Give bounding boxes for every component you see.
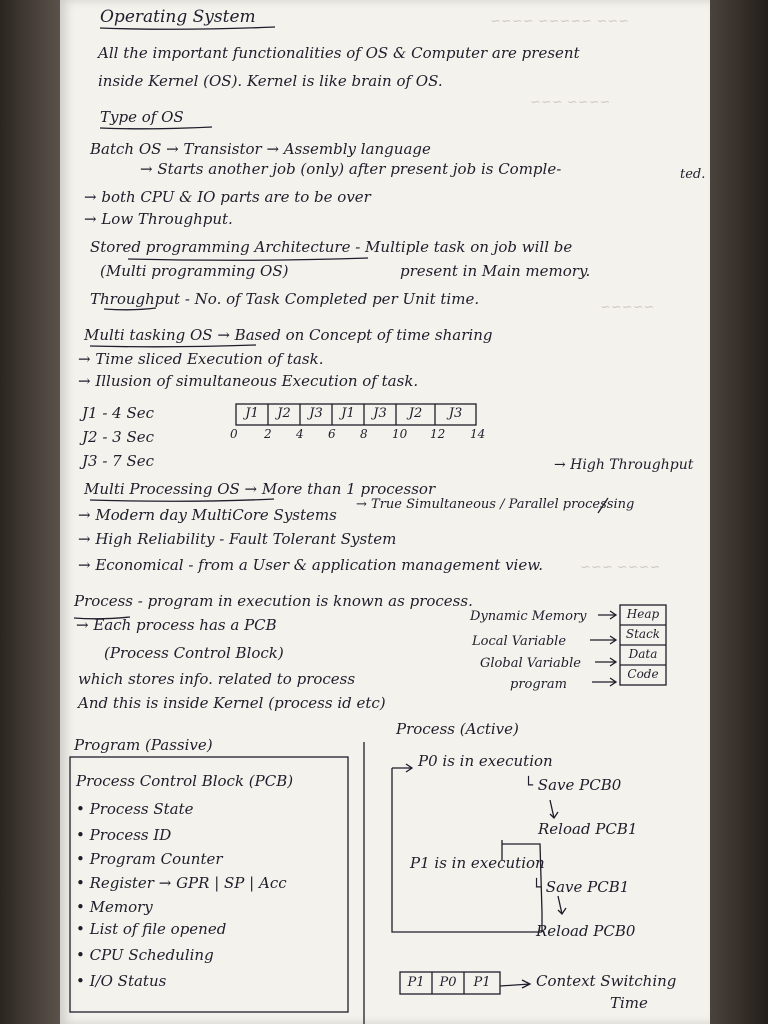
gantt-tick: 4 [296,427,304,441]
multi-tasking-line-2: → Time sliced Execution of task. [78,350,324,368]
pcb-item-text: Process State [89,800,194,818]
pcb-item: • CPU Scheduling [76,946,214,964]
context-switching-time-label: Time [610,994,648,1012]
bleed-through-text: ~~~ ~~~~~ ~~~~ [490,14,629,29]
multi-processing-line-1: Multi Processing OS → More than 1 processor [84,480,436,498]
pcb-item: • Register → GPR | SP | Acc [76,874,287,892]
pcb-item: • Process State [76,800,194,818]
context-switching-label: Context Switching [536,972,677,990]
process-line-4: which stores info. related to process [78,670,356,688]
multi-processing-line-3: → High Reliability - Fault Tolerant System [78,530,397,548]
bleed-through-text: ~~~~ ~~~ [580,560,661,575]
gantt-tick: 10 [392,427,408,441]
throughput-definition: Throughput - No. of Task Completed per Unit time. [90,290,480,308]
gantt-cell: J1 [245,406,259,421]
memory-label-local: Local Variable [472,634,567,649]
stored-programming-line-2b: present in Main memory. [400,262,591,280]
gantt-cell: J3 [373,406,387,421]
memory-box-data: Data [628,647,658,661]
pcb-item-text: Register → GPR | SP | Acc [89,874,287,892]
pcb-item-text: CPU Scheduling [89,946,214,964]
stored-programming-line-2a: (Multi programming OS) [100,262,289,280]
notebook-right-edge [710,0,768,1024]
multi-processing-line-1b: → High Throughput [554,457,694,473]
bleed-through-text: ~~~~~ [600,300,655,315]
gantt-cell: J3 [448,406,463,421]
pcb-item: • Memory [76,898,153,916]
memory-box-stack: Stack [625,627,661,641]
save-pcb1: └ Save PCB1 [532,878,630,896]
gantt-cell: J3 [309,406,323,421]
pcb-item-text: Program Counter [89,850,223,868]
memory-label-program: program [510,677,567,692]
notebook-page [60,0,710,1024]
multi-processing-line-2b: → True Simultaneous / Parallel processing [356,497,635,512]
program-passive-label: Program (Passive) [74,736,213,754]
process-line-3: (Process Control Block) [104,644,284,662]
reload-pcb0: Reload PCB0 [536,922,636,940]
pcb-item-text: Memory [89,898,153,916]
batch-os-line-4: → Low Throughput. [84,210,233,228]
job-3-time: J3 - 7 Sec [82,452,155,470]
process-line-5: And this is inside Kernel (process id etc) [78,694,386,712]
gantt-cell: J1 [341,406,355,421]
multi-tasking-line-1: Multi tasking OS → Based on Concept of time sharing [84,326,493,344]
process-line-1: Process - program in execution is known as process. [74,592,473,610]
gantt-cell: J2 [277,406,291,421]
pcb-item: • Process ID [76,826,172,844]
switch-strip-cell: P0 [439,975,457,990]
batch-os-line-1: Batch OS → Transistor → Assembly language [90,140,431,158]
memory-box-heap: Heap [626,607,660,621]
p1-execution: P1 is in execution [410,854,545,872]
bleed-through-text: ~~~~ ~~~ [530,95,611,110]
gantt-tick: 6 [328,427,336,441]
gantt-tick: 12 [430,427,446,441]
multi-processing-line-2: → Modern day MultiCore Systems [78,506,337,524]
gantt-tick: 0 [230,427,238,441]
stored-programming-line-1: Stored programming Architecture - Multiple task on job will be [90,238,573,256]
page-title: Operating System [100,7,256,27]
job-1-time: J1 - 4 Sec [82,404,155,422]
pcb-item-text: Process ID [89,826,172,844]
p0-execution: P0 is in execution [418,752,553,770]
pcb-item: • I/O Status [76,972,167,990]
multi-processing-line-4: → Economical - from a User & application management view. [78,556,544,574]
pcb-title: Process Control Block (PCB) [76,772,294,790]
notebook-binding-edge [0,0,60,1024]
pcb-item-text: I/O Status [89,972,167,990]
gantt-tick: 2 [264,427,272,441]
gantt-cell: J2 [408,406,423,421]
job-2-time: J2 - 3 Sec [82,428,155,446]
pcb-item: • Program Counter [76,850,223,868]
save-pcb0: └ Save PCB0 [524,776,622,794]
pcb-item: • List of file opened [76,920,227,938]
reload-pcb1: Reload PCB1 [538,820,638,838]
memory-box-code: Code [627,667,659,681]
types-heading: Type of OS [100,108,184,126]
memory-label-dynamic: Dynamic Memory [470,609,587,624]
gantt-tick: 8 [360,427,368,441]
gantt-tick: 14 [470,427,486,441]
multi-tasking-line-3: → Illusion of simultaneous Execution of task. [78,372,419,390]
pcb-item-text: List of file opened [89,920,227,938]
process-active-label: Process (Active) [396,720,519,738]
batch-os-line-3: → both CPU & IO parts are to be over [84,188,371,206]
batch-os-line-2: → Starts another job (only) after present job is Comple- [140,160,562,178]
memory-label-global: Global Variable [480,656,581,671]
intro-line-2: inside Kernel (OS). Kernel is like brain of OS. [98,72,443,90]
batch-os-line-2b: ted. [680,167,706,182]
intro-line-1: All the important functionalities of OS & Computer are present [98,44,580,62]
switch-strip-cell: P1 [407,975,425,990]
process-line-2: → Each process has a PCB [76,616,277,634]
switch-strip-cell: P1 [473,975,491,990]
